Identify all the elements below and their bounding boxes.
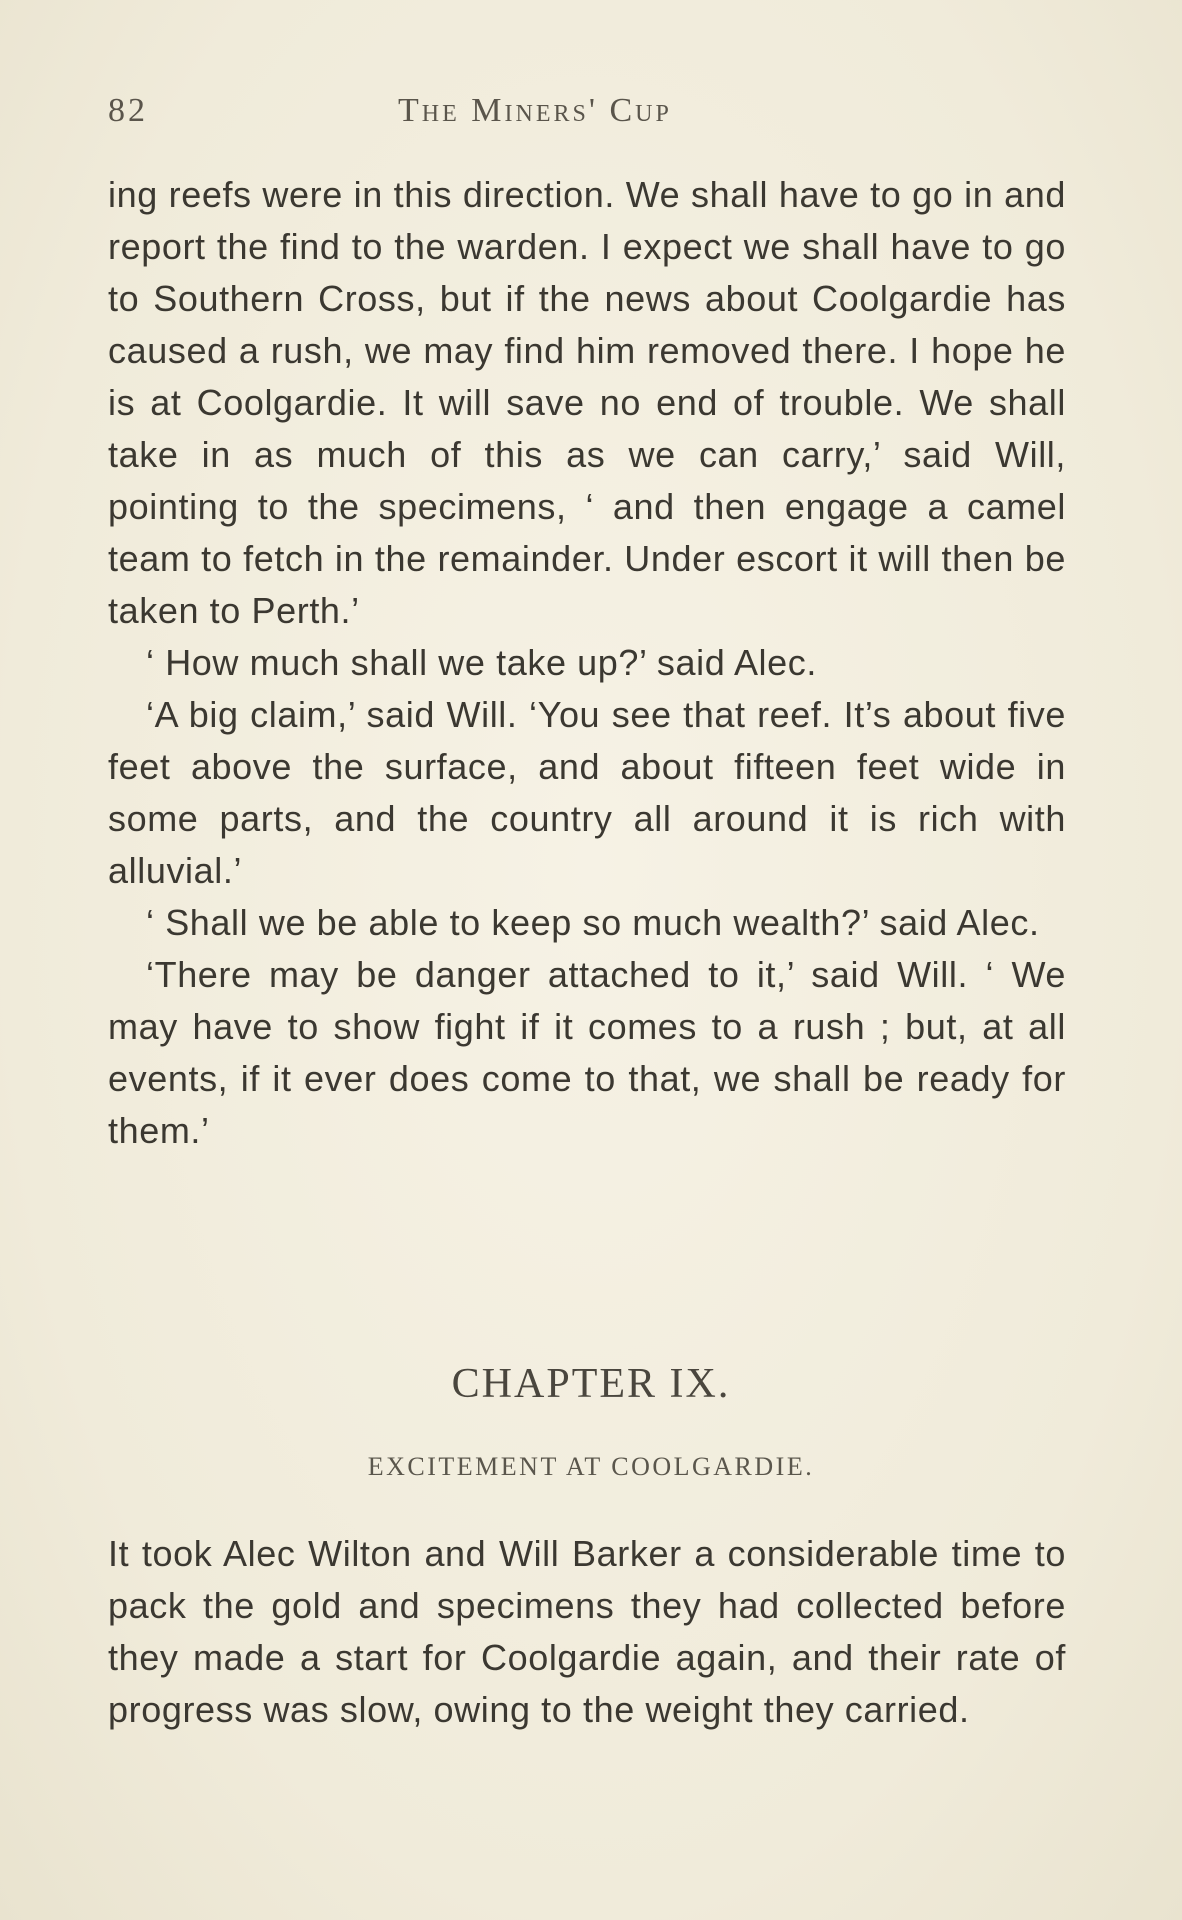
chapter-opening-text <box>108 1528 1066 1736</box>
chapter-heading: CHAPTER IX. <box>451 1361 731 1407</box>
continued-text <box>108 169 1066 1157</box>
paragraph: ing reefs were in this direction. We shall have to go in and report the find to the warden. I expect we shall have to go to Southern Cross, but if the news about Coolgardie has caused a rush, we may find him removed there. I hope he is at Coolgardie. It will save no end of trouble. We shall take in as much of this as we can carry,’ said Will, pointing to the specimens, ‘ and then engage a camel team to fetch in the remainder. Under escort it will then be taken to Perth.’ <box>108 174 1066 631</box>
paragraph: It took Alec Wilton and Will Barker a considerable time to pack the gold and specimens they had collected before they made a start for Coolgardie again, and their rate of progress was slow, owing to the weight they carried. <box>108 1533 1066 1730</box>
running-title: The Miners' Cup <box>398 92 672 129</box>
running-head <box>108 92 1078 132</box>
paragraph: ‘ Shall we be able to keep so much wealth?’ said Alec. <box>146 902 1040 943</box>
chapter-subtitle: EXCITEMENT AT COOLGARDIE. <box>367 1452 815 1481</box>
page-number: 82 <box>108 92 148 129</box>
paragraph: ‘There may be danger attached to it,’ said Will. ‘ We may have to show fight if it comes to a rush ; but, at all events, if it ever does come to that, we shall be ready for them.’ <box>108 954 1066 1151</box>
paragraph: ‘A big claim,’ said Will. ‘You see that reef. It’s about five feet above the surface, and about fifteen feet wide in some parts, and the country all around it is rich with alluvial.’ <box>108 694 1066 891</box>
paragraph: ‘ How much shall we take up?’ said Alec. <box>146 642 817 683</box>
